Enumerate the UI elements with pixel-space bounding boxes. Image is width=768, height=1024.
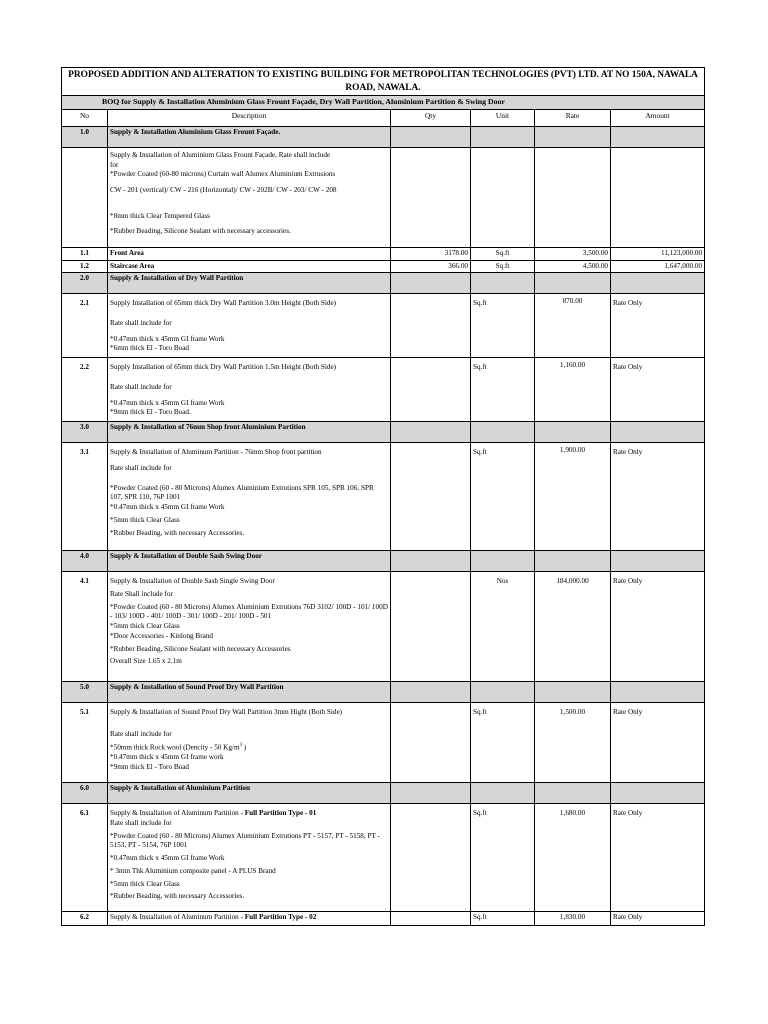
table-row [62,358,705,422]
item-unit: Sq.ft [471,358,535,422]
document-subtitle: BOQ for Supply & Installation Aluminium Glass Frount Façade, Dry Wall Partition, Aluminium Partition & Swing Door [62,96,705,110]
table-row [62,147,705,247]
item-description: Supply & Installation of Aluminum Partition - Full Partition Type - 01 Rate shall include for *Powder Coated (60 - 80 Microns) Alumex Aluminium Extrutions PT - 5157, PT - 5158, PT - 5153, PT - 5154, 76P 1001 *0.47mm thick x 45mm GI frame Work * 3mm Thk Aluminium composite panel - A PLUS Brand *5mm thick Clear Glass *Rubber Beading, with necessary Accessories. [108,804,391,912]
item-amount: Rate Only [611,572,705,682]
item-no: 5.1 [62,703,108,783]
item-amount: Rate Only [611,443,705,551]
item-description: Front Area [108,247,391,260]
item-description: Supply & Installation of Aluminum Partition - Full Partition Type - 02 [108,912,391,926]
item-amount: Rate Only [611,804,705,912]
item-unit: Sq.ft [471,260,535,273]
item-rate: 870.00 [535,294,611,358]
header-amount: Amount [611,109,705,126]
document-title: PROPOSED ADDITION AND ALTERATION TO EXISTING BUILDING FOR METROPOLITAN TECHNOLOGIES (PVT) LTD. AT NO 150A, NAWALA ROAD, NAWALA. [62,68,705,96]
section-row [62,422,705,443]
item-rate: 1,160.00 [535,358,611,422]
item-rate: 1,830.00 [535,912,611,926]
subtitle-row [62,96,705,110]
table-row [62,294,705,358]
section-no: 2.0 [62,273,108,294]
item-amount: 11,123,000.00 [611,247,705,260]
item-rate: 3,500.00 [535,247,611,260]
item-unit: Sq.ft [471,804,535,912]
section-row [62,551,705,572]
section-title: Supply & Installation of 76mm Shop front Aluminium Partition [108,422,391,443]
item-description: Supply & Installation of Aluminum Partition - 76mm Shop front partition Rate shall include for *Powder Coated (60 - 80 Microns) Alumex Aluminium Extrutions SPR 105, SPR 106, SPR 107, SPR 110, 76P 1001 *0.47mm thick x 45mm GI frame Work *5mm thick Clear Glass *Rubber Beading, with necessary Accessories. [108,443,391,551]
section-row [62,783,705,804]
item-amount: Rate Only [611,358,705,422]
section-row [62,126,705,147]
section-title: Supply & Installation of Sound Proof Dry Wall Partition [108,682,391,703]
item-description: Staircase Area [108,260,391,273]
table-row [62,703,705,783]
header-no: No [62,109,108,126]
section-title: Supply & Installation Aluminium Glass Frount Façade. [108,126,391,147]
section-no: 4.0 [62,551,108,572]
table-row [62,804,705,912]
item-no: 4.1 [62,572,108,682]
item-unit: Sq.ft [471,294,535,358]
header-rate: Rate [535,109,611,126]
section-row [62,273,705,294]
item-qty: 366.00 [391,260,471,273]
item-unit: Sq.ft [471,912,535,926]
item-no: 1.1 [62,247,108,260]
item-description: Supply & Installation of Aluminium Glass Frount Façade, Rate shall include for *Powder Coated (60-80 microns) Curtain wall Alumex Aluminium Extrusions CW - 201 (vertical)/ CW - 216 (Horizontal)/ CW - 202B/ CW - 203/ CW - 208 *8mm thick Clear Tempered Glass *Rubber Beading, Silicone Sealant with necessary accessories. [108,147,391,247]
item-description: Supply & Installation of Sound Proof Dry Wall Partition 3mm Hight (Both Side) Rate shall include for *50mm thick Rock wool (Dencity - 50 $Kg/m^3$ ) *0.47mm thick x 45mm GI frame work *9mm thick El - Toro Boad [108,703,391,783]
table-row [62,572,705,682]
table-row [62,247,705,260]
boq-table [61,67,705,926]
item-rate: 1,680.00 [535,804,611,912]
item-rate: 4,500.00 [535,260,611,273]
item-amount: Rate Only [611,912,705,926]
section-no: 1.0 [62,126,108,147]
section-no: 3.0 [62,422,108,443]
section-no: 6.0 [62,783,108,804]
item-description: Supply Installation of 65mm thick Dry Wall Partition 3.0m Height (Both Side) Rate shall include for *0.47mm thick x 45mm GI frame Work *6mm thick El - Toro Boad [108,294,391,358]
item-no: 1.2 [62,260,108,273]
item-qty: 3178.00 [391,247,471,260]
section-title: Supply & Installation of Dry Wall Partition [108,273,391,294]
table-row [62,260,705,273]
item-no: 3.1 [62,443,108,551]
item-amount: 1,647,000.00 [611,260,705,273]
item-description: Supply Installation of 65mm thick Dry Wall Partition 1.5m Height (Both Side) Rate shall include for *0.47mm thick x 45mm GI frame Work *9mm thick El - Toro Boad. [108,358,391,422]
item-no: 6.2 [62,912,108,926]
item-amount: Rate Only [611,703,705,783]
title-row [62,68,705,96]
item-rate: 1,500.00 [535,703,611,783]
section-no: 5.0 [62,682,108,703]
table-row [62,912,705,926]
item-unit: Nos [471,572,535,682]
item-unit: Sq.ft [471,443,535,551]
item-rate: 1,900.00 [535,443,611,551]
item-no: 6.1 [62,804,108,912]
header-unit: Unit [471,109,535,126]
item-unit: Sq.ft [471,247,535,260]
item-description: Supply & Installation of Double Sash Single Swing Door Rate Shall include for *Powder Coated (60 - 80 Microns) Alumex Aluminium Extrutions 76D 3102/ 100D - 101/ 100D - 103/ 100D - 401/ 100D - 301/ 100D - 201/ 100D - 501 *5mm thick Clear Glass *Door Accessories - Kinlong Brand *Rubber Beading, Silicone Sealant with necessary Accessories Overall Size 1.65 x 2.1m [108,572,391,682]
table-row [62,443,705,551]
section-title: Supply & Installation of Double Sash Swing Door [108,551,391,572]
header-row [62,109,705,126]
item-no: 2.2 [62,358,108,422]
item-rate: 184,000.00 [535,572,611,682]
header-description: Description [108,109,391,126]
item-amount: Rate Only [611,294,705,358]
item-no: 2.1 [62,294,108,358]
item-unit: Sq.ft [471,703,535,783]
section-title: Supply & Installation of Aluminium Partition [108,783,391,804]
section-row [62,682,705,703]
header-qty: Qty [391,109,471,126]
